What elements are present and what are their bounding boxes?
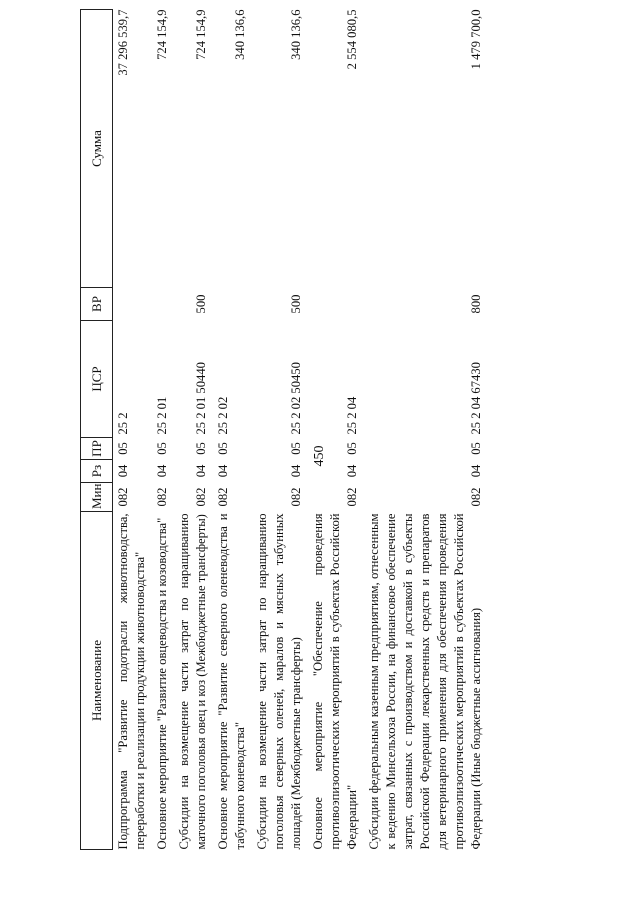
row-min: 082	[289, 487, 303, 507]
row-rz: 04	[289, 464, 303, 478]
row-csr: 25 2 01 50440	[194, 362, 208, 435]
header-sum: Сумма	[81, 10, 113, 288]
row-vr	[308, 288, 364, 321]
header-rz: Рз	[81, 460, 113, 483]
row-csr: 25 2 04	[345, 396, 359, 435]
row-vr	[113, 288, 153, 321]
header-pr: ПР	[81, 438, 113, 460]
row-vr: 800	[469, 294, 483, 314]
row-sum: 1 479 700,0	[469, 9, 483, 70]
row-name: Субсидии на возмещение части затрат по наращиванию маточного поголовья овец и коз (Межбюджетные трансферты)	[177, 513, 208, 850]
row-pr: 05	[155, 442, 169, 455]
row-rz: 04	[345, 464, 359, 478]
budget-table	[80, 9, 488, 850]
table-row	[364, 10, 488, 850]
row-rz: 04	[116, 464, 130, 478]
row-min: 082	[194, 487, 208, 507]
row-min: 082	[469, 487, 483, 507]
row-vr: 500	[194, 294, 208, 314]
row-vr	[152, 288, 174, 321]
row-sum: 37 296 539,7	[116, 9, 130, 76]
row-min: 082	[116, 487, 130, 507]
row-pr: 05	[216, 442, 230, 455]
page-number: 450	[312, 445, 327, 467]
table-row	[308, 10, 364, 850]
row-pr: 05	[345, 442, 359, 455]
row-name: Подпрограмма "Развитие подотрасли животноводства, переработки и реализации продукции животноводства"	[116, 513, 147, 850]
budget-table-rotated	[80, 10, 600, 850]
table-row	[152, 10, 174, 850]
header-csr: ЦСР	[81, 321, 113, 438]
row-name: Основное мероприятие "Обеспечение проведения противоэпизоотических мероприятий в субъектах Российской Федерации"	[311, 513, 359, 850]
row-min: 082	[345, 487, 359, 507]
row-vr	[213, 288, 252, 321]
row-min: 082	[216, 487, 230, 507]
row-csr: 25 2 04 67430	[469, 362, 483, 435]
row-pr: 05	[194, 442, 208, 455]
header-vr: ВР	[81, 288, 113, 321]
row-csr: 25 2	[116, 412, 130, 435]
row-name: Основное мероприятие "Развитие овцеводства и козоводства"	[155, 517, 169, 850]
row-csr: 25 2 02 50450	[289, 362, 303, 435]
row-name: Субсидии на возмещение части затрат по наращиванию поголовья северных оленей, маралов и мясных табунных лошадей (Межбюджетные трансферты)	[255, 513, 303, 850]
row-sum: 724 154,9	[194, 9, 208, 60]
row-csr: 25 2 02	[216, 396, 230, 435]
table-header-row	[81, 10, 113, 850]
row-pr: 05	[289, 442, 303, 455]
row-rz: 04	[194, 464, 208, 478]
row-csr: 25 2 01	[155, 396, 169, 435]
row-rz: 04	[155, 464, 169, 478]
row-sum: 340 136,6	[289, 9, 303, 60]
row-pr: 05	[116, 442, 130, 455]
table-row	[213, 10, 252, 850]
row-sum: 340 136,6	[233, 9, 247, 60]
row-sum: 2 554 080,5	[345, 9, 359, 70]
row-name: Основное мероприятие "Развитие северного оленеводства и табунного коневодства"	[216, 513, 247, 850]
row-rz: 04	[216, 464, 230, 478]
row-vr: 500	[289, 294, 303, 314]
table-row	[113, 10, 153, 850]
row-rz: 04	[469, 464, 483, 478]
row-sum: 724 154,9	[155, 9, 169, 60]
header-min: Мин	[81, 483, 113, 512]
row-name: Субсидии федеральным казенным предприятиям, отнесенным к ведению Минсельхоза России, на финансовое обеспечение затрат, связанных с производством и доставкой в субъекты Российской Федерации лекарственных средств и препаратов для ветеринарного применения для обеспечения проведения противоэпизоотических мероприятий в субъектах Российской Федерации (Иные бюджетные ассигнования)	[367, 513, 483, 850]
header-name: Наименование	[81, 512, 113, 850]
table-row	[252, 10, 308, 850]
row-pr: 05	[469, 442, 483, 455]
table-row	[174, 10, 213, 850]
row-min: 082	[155, 487, 169, 507]
